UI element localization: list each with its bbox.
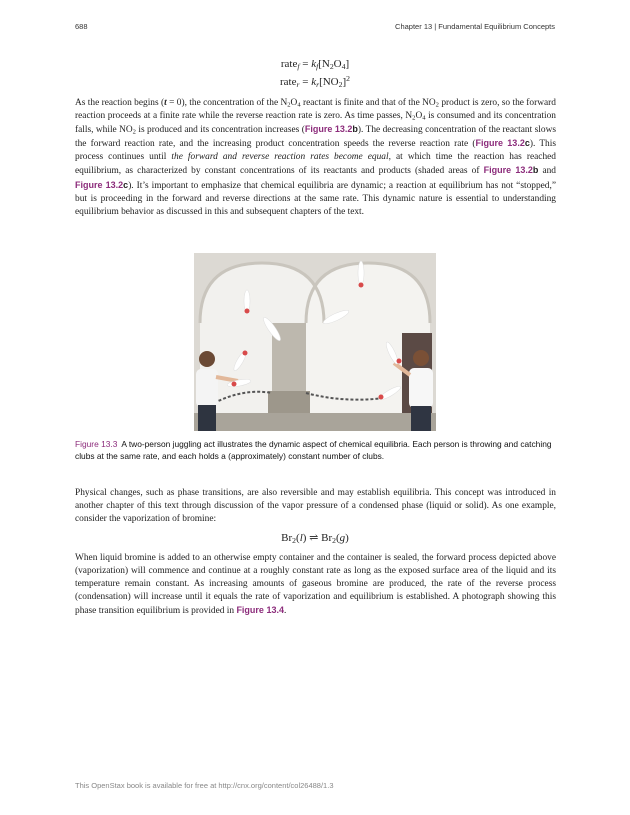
figure-13-2c-link[interactable]: Figure 13.2c (475, 138, 530, 149)
rate-forward-equation: rate$_f$ = $k_f[N_2O_4]$ (280, 58, 350, 71)
figure-13-2b-link-2[interactable]: Figure 13.2b (483, 165, 539, 176)
page-number: 688 (75, 22, 88, 31)
paragraph-dynamic-equilibrium: As the reaction begins (t = 0), the concentration of the $N_2O_4$ reactant is finite and that of the $NO_2$ product is zero, so the forward reaction proceeds at a finite rate while the reverse reaction rate is zero. As time passes, $N_2O_4$ is consumed and its concentration falls, while $NO_2$ is produced and its concentration increases (Figure 13.2b). The decreasing concentration of the reactant slows the forward reaction rate, and the increasing product concentration speeds the reverse reaction rate (Figure 13.2c). This process continues until the forward and reverse reaction rates become equal, at which time the reaction has reached equilibrium, as characterized by constant concentrations of its reactants and products (shaded areas of Figure 13.2b and Figure 13.2c). It’s important to emphasize that chemical equilibria are dynamic; a reaction at equilibrium has not “stopped,” but is proceeding in the forward and reverse directions at the same rate. This dynamic nature is essential to understanding equilibrium behavior as discussed in this and subsequent chapters of the text. (75, 98, 556, 217)
figure-caption (75, 438, 556, 462)
figure-caption-text: A two-person juggling act illustrates the dynamic aspect of chemical equilibria. Each person is throwing and catching clubs at the same rate, and each holds a (approximately) constant number of clubs. (75, 439, 552, 461)
paragraph-phase-changes: Physical changes, such as phase transitions, are also reversible and may establish equilibria. This concept was introduced in another chapter of this text through discussion of the vapor pressure of a condensed phase (liquid or solid). As one example, consider the vaporization of bromine: (75, 488, 556, 525)
figure-13-2c-link-2[interactable]: Figure 13.2c (75, 179, 129, 190)
rate-reverse-equation: rate$_r$ = $k_r[NO_2]^2$ (279, 74, 350, 89)
bromine-equation: $Br_2(l)$ ⇌ $Br_2(g)$ (281, 532, 349, 545)
page-footer: This OpenStax book is available for free at http://cnx.org/content/col26488/1.3 (75, 781, 334, 790)
figure-13-2b-link[interactable]: Figure 13.2b (304, 124, 358, 135)
juggling-illustration (194, 253, 436, 431)
chapter-title: Chapter 13 | Fundamental Equilibrium Concepts (395, 22, 555, 31)
page-header (75, 22, 555, 34)
figure-label: Figure 13.3 (75, 439, 118, 449)
paragraph-bromine-vaporization: When liquid bromine is added to an otherwise empty container and the container is sealed, the forward process depicted above (vaporization) will commence and continue at a roughly constant rate as long as the exposed surface area of the liquid and its temperature remain constant. As increasing amounts of gaseous bromine are produced, the rate of the reverse process (condensation) will increase until it equals the rate of vaporization and equilibrium is established. A photograph showing this phase transition equilibrium is provided in Figure 13.4. (75, 553, 556, 617)
figure-13-4-link[interactable]: Figure 13.4 (236, 605, 284, 616)
juggling-photo (194, 253, 436, 431)
